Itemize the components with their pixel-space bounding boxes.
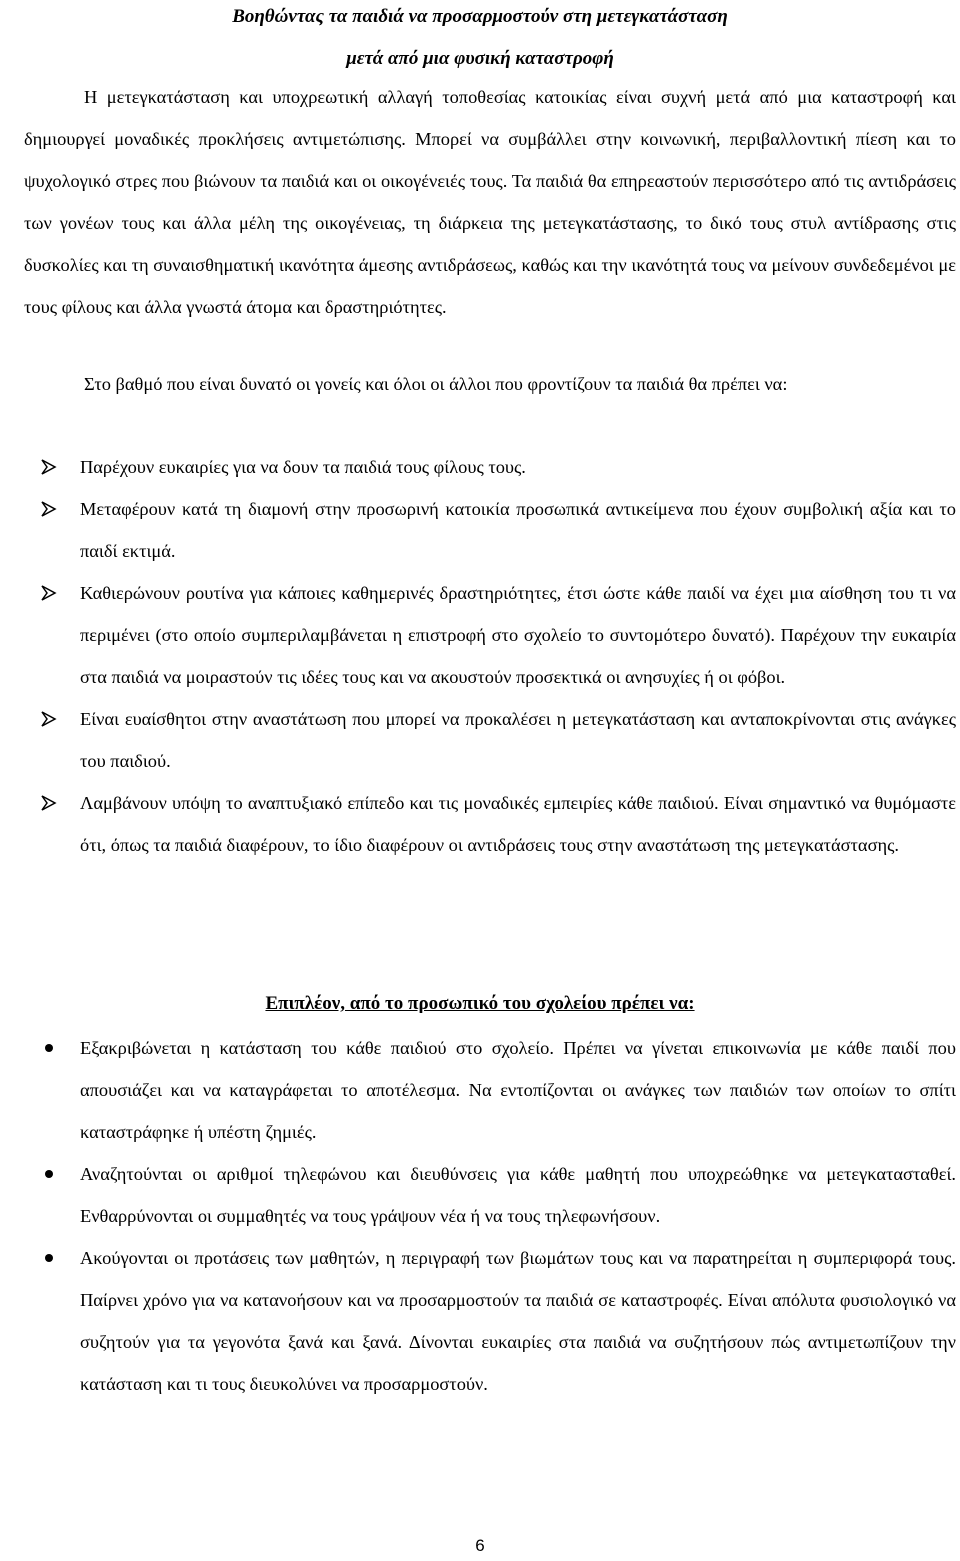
list-item	[24, 488, 956, 572]
arrow-bullet-icon	[40, 584, 58, 602]
list-item	[24, 1027, 956, 1153]
arrow-bullet-icon	[40, 458, 58, 476]
arrow-bullet-icon	[40, 500, 58, 518]
list-item	[24, 698, 956, 782]
list-item-text: Καθιερώνουν ρουτίνα για κάποιες καθημερινές δραστηριότητες, έτσι ώστε κάθε παιδί να έχει μια αίσθηση του τι να περιμένει (στο οποίο συμπεριλαμβάνεται η επιστροφή στο σχολείο το συντομότερο δυνατό). Παρέχουν την ευκαιρία στα παιδιά να μοιραστούν τις ιδέες τους και να ακουστούν προσεκτικά οι ανησυχίες ή οι φόβοι.	[80, 583, 956, 687]
list-item-text: Μεταφέρουν κατά τη διαμονή στην προσωρινή κατοικία προσωπικά αντικείμενα που έχουν συμβολική αξία και το παιδί εκτιμά.	[80, 499, 956, 561]
bullet-dot-icon	[45, 1044, 53, 1052]
list-item	[24, 1153, 956, 1237]
bullet-dot-icon	[45, 1254, 53, 1262]
list-item-text: Λαμβάνουν υπόψη το αναπτυξιακό επίπεδο και τις μοναδικές εμπειρίες κάθε παιδιού. Είναι σημαντικό να θυμόμαστε ότι, όπως τα παιδιά διαφέρουν, το ίδιο διαφέρουν οι αντιδράσεις τους στην αναστάτωση της μετεγκατάστασης.	[80, 793, 956, 855]
list-item-text: Ακούγονται οι προτάσεις των μαθητών, η περιγραφή των βιωμάτων τους και να παρατηρείται η συμπεριφορά τους. Παίρνει χρόνο για να κατανοήσουν και να προσαρμοστούν τα παιδιά σε καταστροφές. Είναι απόλυτα φυσιολογικό να συζητούν για τα γεγονότα ξανά και ξανά. Δίνονται ευκαιρίες στα παιδιά να συζητήσουν πώς αντιμετωπίζουν την κατάσταση και τι τους διευκολύνει να προσαρμοστούν.	[80, 1248, 956, 1394]
page-number: 6	[475, 1536, 485, 1555]
parent-recommendations-list	[24, 446, 956, 866]
bullet-dot-icon	[45, 1170, 53, 1178]
arrow-bullet-icon	[40, 710, 58, 728]
arrow-bullet-icon	[40, 794, 58, 812]
list-item	[24, 572, 956, 698]
list-item	[24, 1237, 956, 1405]
list-item-text: Εξακριβώνεται η κατάσταση του κάθε παιδιού στο σχολείο. Πρέπει να γίνεται επικοινωνία με κάθε παιδί που απουσιάζει και να καταγράφεται το αποτέλεσμα. Να εντοπίζονται οι ανάγκες των παιδιών των οποίων το σπίτι καταστράφηκε ή υπέστη ζημιές.	[80, 1038, 956, 1142]
list-item	[24, 446, 956, 488]
intro-paragraph: Η μετεγκατάσταση και υποχρεωτική αλλαγή τοποθεσίας κατοικίας είναι συχνή μετά από μια καταστροφή και δημιουργεί μοναδικές προκλήσεις αντιμετώπισης. Μπορεί να συμβάλλει στην κοινωνική, περιβαλλοντική πίεση και το ψυχολογικό στρες που βιώνουν τα παιδιά και οι οικογένειές τους. Τα παιδιά θα επηρεαστούν περισσότερο από τις αντιδράσεις των γονέων τους και άλλα μέλη της οικογένειας, τη διάρκεια της μετεγκατάστασης, το δικό τους στυλ αντίδρασης στις δυσκολίες και τη συναισθηματική ικανότητα άμεσης αντιδράσεως, καθώς και την ικανότητά τους να μείνουν συνδεδεμένοι με τους φίλους και άλλα γνωστά άτομα και δραστηριότητες.	[24, 87, 956, 317]
document-title-line-2: μετά από μια φυσική καταστροφή	[346, 48, 614, 69]
lead-in-paragraph: Στο βαθμό που είναι δυνατό οι γονείς και όλοι οι άλλοι που φροντίζουν τα παιδιά θα πρέπει να:	[84, 374, 788, 394]
school-recommendations-list	[24, 1027, 956, 1405]
document-title-line-1: Βοηθώντας τα παιδιά να προσαρμοστούν στη μετεγκατάσταση	[232, 6, 728, 27]
list-item-text: Παρέχουν ευκαιρίες για να δουν τα παιδιά τους φίλους τους.	[80, 457, 526, 477]
list-item-text: Αναζητούνται οι αριθμοί τηλεφώνου και διευθύνσεις για κάθε μαθητή που υποχρεώθηκε να μετεγκατασταθεί. Ενθαρρύνονται οι συμμαθητές να τους γράψουν νέα ή να τους τηλεφωνήσουν.	[80, 1164, 956, 1226]
school-staff-heading: Επιπλέον, από το προσωπικό του σχολείου πρέπει να:	[265, 993, 695, 1014]
list-item-text: Είναι ευαίσθητοι στην αναστάτωση που μπορεί να προκαλέσει η μετεγκατάσταση και ανταποκρίνονται στις ανάγκες του παιδιού.	[80, 709, 956, 771]
list-item	[24, 782, 956, 866]
